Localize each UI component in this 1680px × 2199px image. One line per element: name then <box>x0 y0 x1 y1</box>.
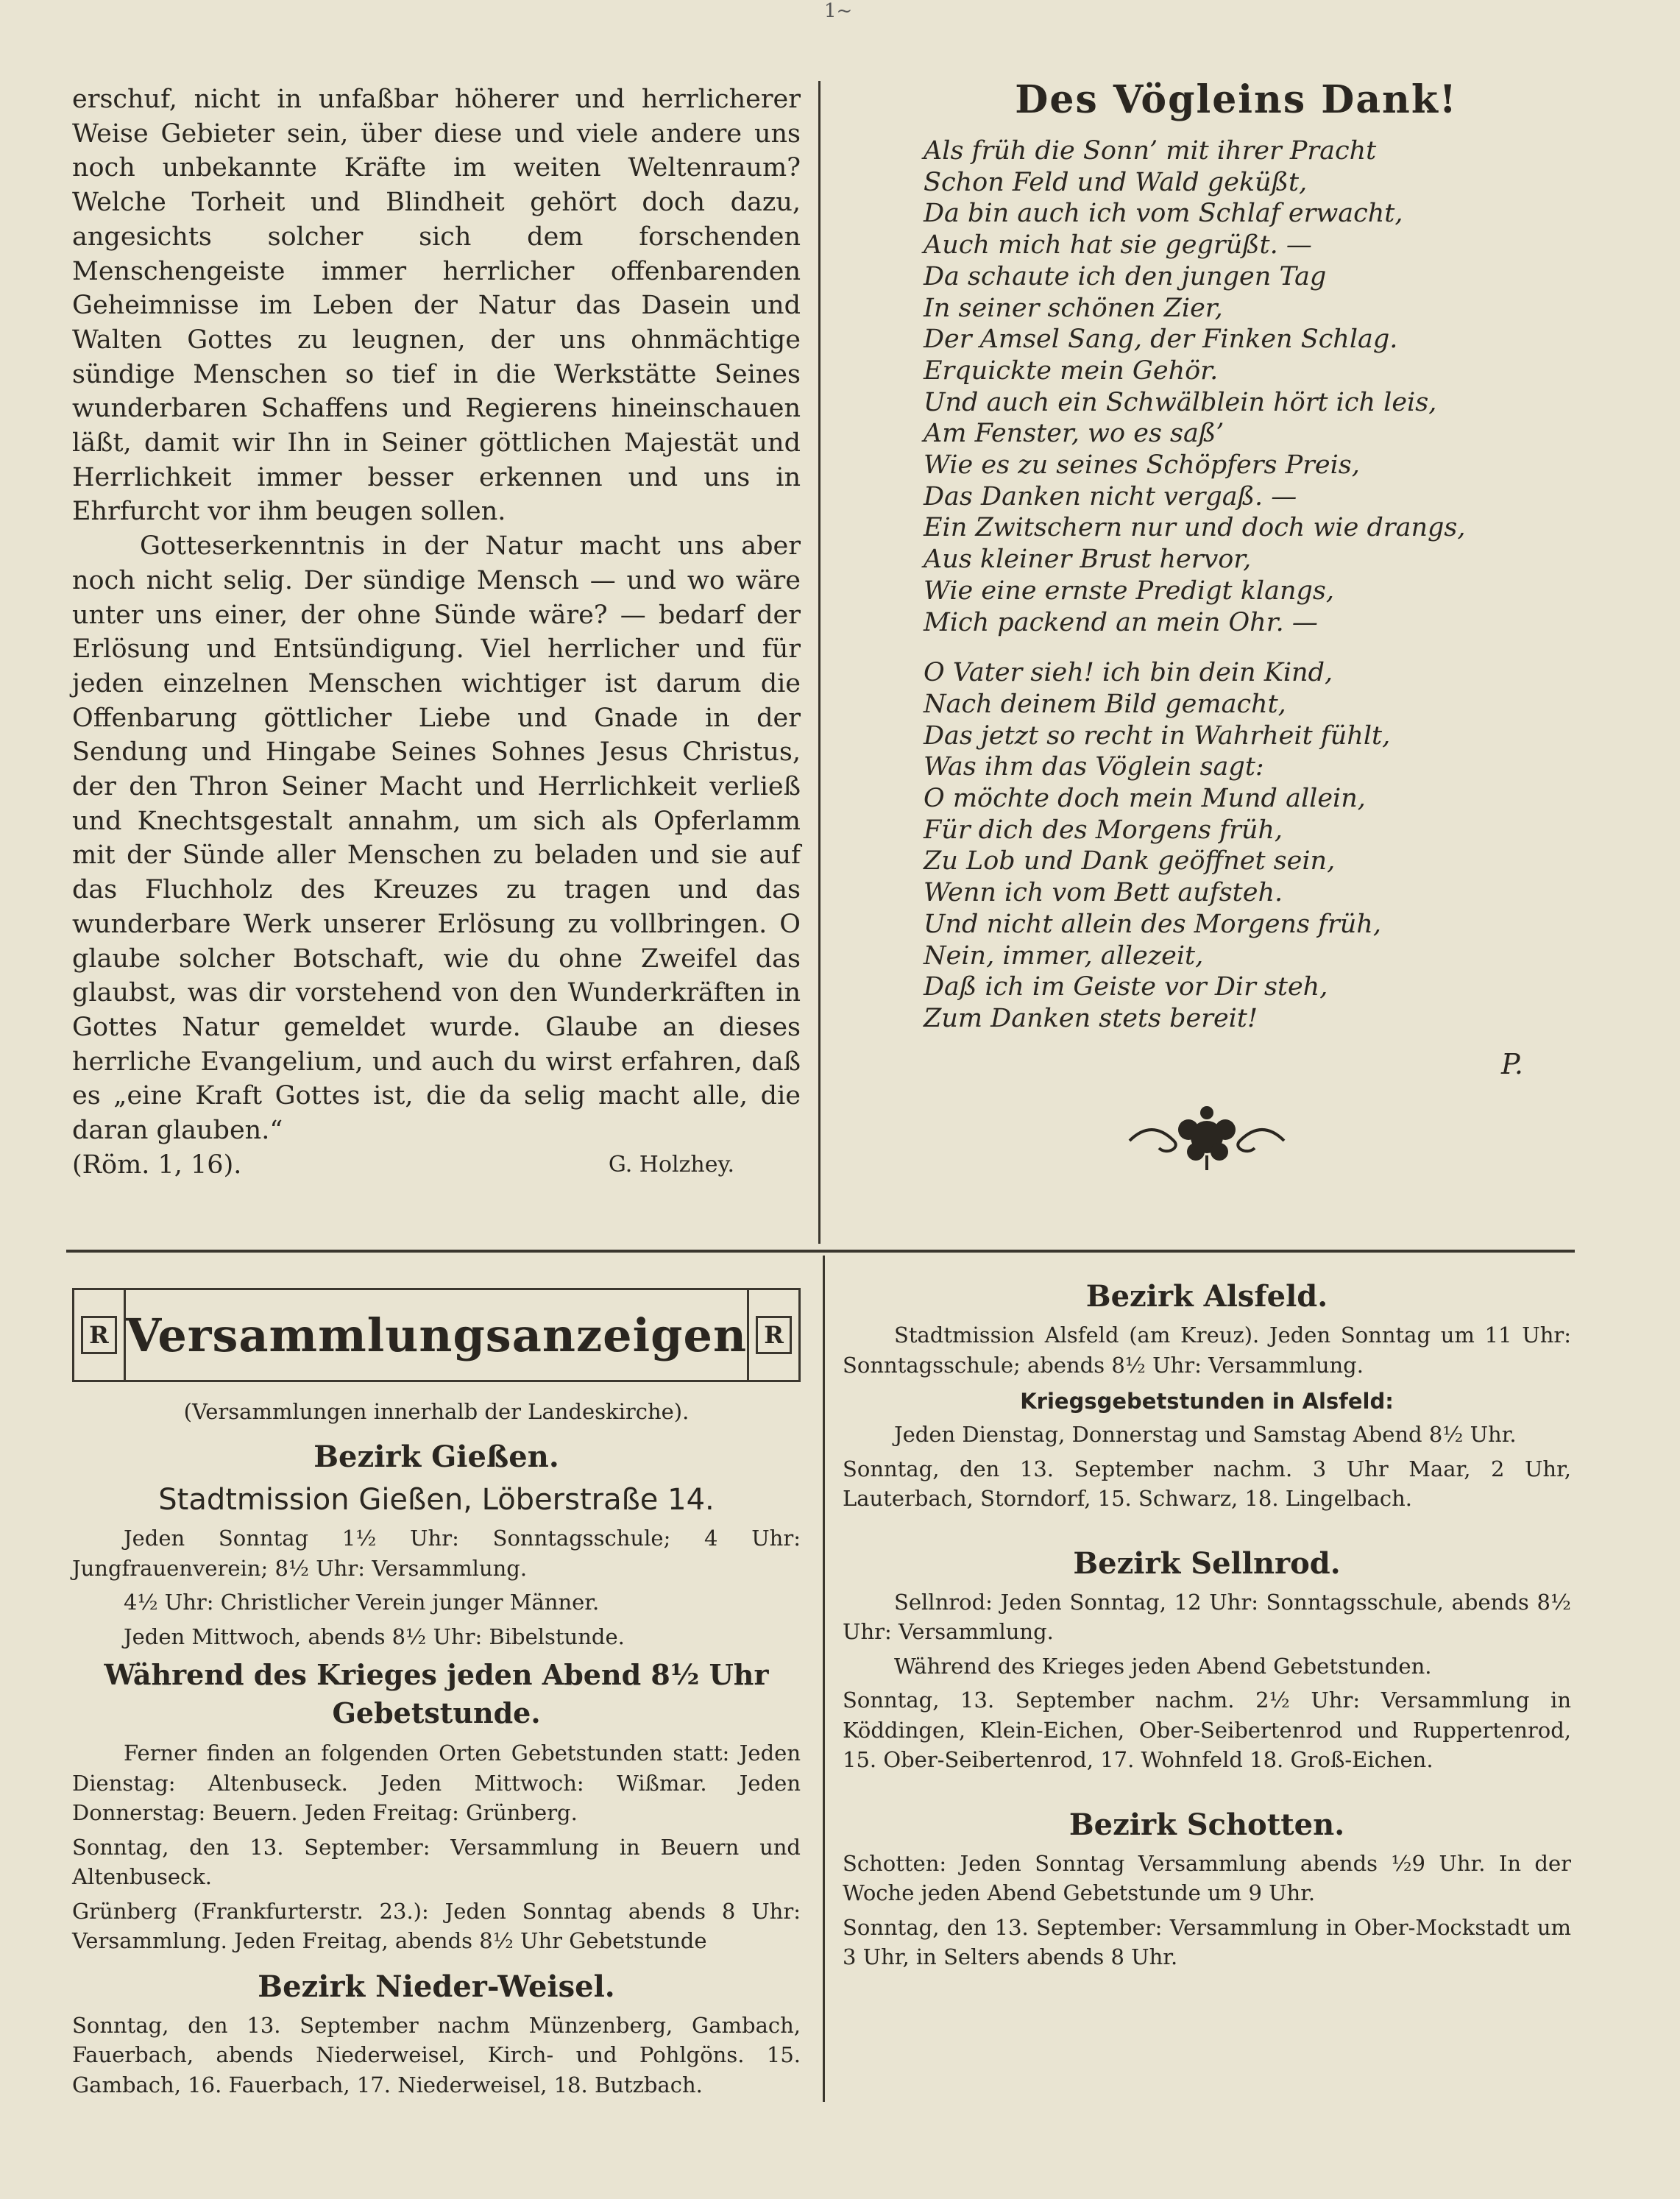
poem-line: Zum Danken stets bereit! <box>924 1003 1258 1033</box>
giessen-war-notice: Während des Krieges jeden Abend 8½ Uhr Gebetstunde. <box>104 1658 769 1729</box>
section-divider <box>66 1250 1575 1253</box>
poem-line: Das Danken nicht vergaß. — <box>924 481 1297 511</box>
announcement-item: Stadtmission Alsfeld (am Kreuz). Jeden Sonntag um 11 Uhr: Sonntagsschule; abends 8½ Uhr: Versammlung. <box>843 1322 1571 1378</box>
announcement-item: Jeden Mittwoch, abends 8½ Uhr: Bibelstunde. <box>124 1623 625 1649</box>
announcements-left-column <box>72 1288 801 2104</box>
poem-line: Nein, immer, allezeit, <box>924 941 1204 971</box>
poem-line: Am Fenster, wo es saß’ <box>924 419 1224 449</box>
poem-stanza-2 <box>846 657 1626 1034</box>
alsfeld-subheading: Kriegsgebetstunden in Alsfeld: <box>1020 1389 1394 1414</box>
article-citation: (Röm. 1, 16). <box>72 1150 242 1180</box>
poem-line: Aus kleiner Brust hervor, <box>924 545 1252 575</box>
banner-box-left <box>74 1290 126 1380</box>
column-divider-top <box>818 81 820 1244</box>
announcement-item: Sonntag, den 13. September nachm Münzenberg, Gambach, Fauerbach, abends Niederweisel, Kirch- und Pohlgöns. 15. Gambach, 16. Fauerbach, 17. Niederweisel, 18. Butzbach. <box>72 2012 801 2097</box>
column-divider-bottom <box>823 1256 825 2102</box>
announcements-banner <box>72 1288 801 1382</box>
banner-emblem-icon: R <box>81 1316 117 1354</box>
announcement-item: Grünberg (Frankfurterstr. 23.): Jeden Sonntag abends 8 Uhr: Versammlung. Jeden Freitag, abends 8½ Uhr Gebetstunde <box>72 1898 801 1953</box>
district-heading-giessen: Bezirk Gießen. <box>313 1440 559 1474</box>
poem-line: Da bin auch ich vom Schlaf erwacht, <box>924 199 1403 229</box>
poem-line: Erquickte mein Gehör. <box>924 355 1219 386</box>
poem-column <box>846 77 1626 1080</box>
poem-line: Das jetzt so recht in Wahrheit fühlt, <box>924 720 1391 751</box>
poem-line: Und nicht allein des Morgens früh, <box>924 909 1381 939</box>
poem-line: Da schaute ich den jungen Tag <box>924 261 1327 291</box>
poem-line: Mich packend an mein Ohr. — <box>924 607 1318 637</box>
district-heading-sellnrod: Bezirk Sellnrod. <box>1073 1545 1341 1581</box>
poem-line: Was ihm das Vöglein sagt: <box>924 752 1264 782</box>
announcement-item: 4½ Uhr: Christlicher Verein junger Männer. <box>124 1590 600 1615</box>
poem-line: Der Amsel Sang, der Finken Schlag. <box>924 325 1398 355</box>
announcement-item: Jeden Sonntag 1½ Uhr: Sonntagsschule; 4 Uhr: Jungfrauenverein; 8½ Uhr: Versammlung. <box>72 1526 801 1581</box>
poem-author: P. <box>1501 1047 1523 1080</box>
poem-stanza-1 <box>846 135 1626 638</box>
announcement-item: Jeden Dienstag, Donnerstag und Samstag Abend 8½ Uhr. <box>894 1422 1517 1447</box>
banner-box-right <box>747 1290 798 1380</box>
poem-line: O Vater sieh! ich bin dein Kind, <box>924 658 1333 688</box>
poem-line: Nach deinem Bild gemacht, <box>924 689 1286 719</box>
announcement-item: Sonntag, den 13. September nachm. 3 Uhr Maar, 2 Uhr, Lauterbach, Storndorf, 15. Schwarz, 18. Lingelbach. <box>843 1456 1571 1511</box>
poem-line: Für dich des Morgens früh, <box>924 815 1283 845</box>
poem-line: Wie es zu seines Schöpfers Preis, <box>924 450 1360 481</box>
announcement-item: Während des Krieges jeden Abend Gebetstunden. <box>894 1653 1432 1679</box>
article-signature <box>72 1148 801 1183</box>
poem-line: Zu Lob und Dank geöffnet sein, <box>924 846 1336 877</box>
announcements-right-column <box>843 1266 1571 1977</box>
article-column <box>72 82 801 1183</box>
floral-ornament-icon <box>1122 1097 1291 1178</box>
announcement-item: Sonntag, den 13. September: Versammlung in Beuern und Altenbuseck. <box>72 1834 801 1889</box>
page-mark: 1~ <box>824 0 853 22</box>
announcement-item: Sellnrod: Jeden Sonntag, 12 Uhr: Sonntagsschule, abends 8½ Uhr: Versammlung. <box>843 1589 1571 1644</box>
announcement-item: Ferner finden an folgenden Orten Gebetstunden statt: Jeden Dienstag: Altenbuseck. Jeden Mittwoch: Wißmar. Jeden Donnerstag: Beuern. Jeden Freitag: Grünberg. <box>72 1741 801 1825</box>
announcements-subtitle: (Versammlungen innerhalb der Landeskirche). <box>183 1399 690 1424</box>
poem-line: O möchte doch mein Mund allein, <box>924 784 1366 814</box>
poem-line: Ein Zwitschern nur und doch wie drangs, <box>924 513 1466 543</box>
announcement-item: Schotten: Jeden Sonntag Versammlung abends ½9 Uhr. In der Woche jeden Abend Gebetstunde um 9 Uhr. <box>843 1850 1571 1905</box>
poem-title: Des Vögleins Dank! <box>1015 77 1458 122</box>
poem-line: Auch mich hat sie gegrüßt. — <box>924 230 1312 261</box>
announcement-item: Sonntag, 13. September nachm. 2½ Uhr: Versammlung in Köddingen, Klein-Eichen, Ober-Seibertenrod und Ruppertenrod, 15. Ober-Seibertenrod, 17. Wohnfeld 18. Groß-Eichen. <box>843 1688 1571 1772</box>
district-heading-schotten: Bezirk Schotten. <box>1068 1807 1345 1842</box>
district-heading-alsfeld: Bezirk Alsfeld. <box>1085 1279 1328 1314</box>
district-heading-nieder-weisel: Bezirk Nieder-Weisel. <box>258 1969 615 2004</box>
article-paragraph-1: erschuf, nicht in unfaßbar höherer und herrlicherer Weise Gebieter sein, über diese und viele andere uns noch unbekannte Kräfte im weiten Weltenraum? Welche Torheit und Blindheit gehört doch dazu, angesichts solcher sich dem forschenden Menschengeiste immer herrlicher offenbarenden Geheimnisse im Leben der Natur das Dasein und Walten Gottes zu leugnen, der uns ohnmächtige sündige Menschen so tief in die Werkstätte Seines wunderbaren Schaffens und Regierens hineinschauen läßt, damit wir Ihn in Seiner göttlichen Majestät und Herrlichkeit immer besser erkennen und uns in Ehrfurcht vor ihm beugen sollen. <box>72 85 801 527</box>
banner-emblem-icon: R <box>756 1316 792 1354</box>
poem-line: Wie eine ernste Predigt klangs, <box>924 576 1335 606</box>
poem-line: Wenn ich vom Bett aufsteh. <box>924 878 1283 908</box>
banner-title: Versammlungsanzeigen <box>125 1308 748 1362</box>
poem-line: Und auch ein Schwälblein hört ich leis, <box>924 387 1437 417</box>
giessen-place: Stadtmission Gießen, Löberstraße 14. <box>158 1483 715 1517</box>
article-author: G. Holzhey. <box>608 1151 734 1178</box>
poem-line: Schon Feld und Wald geküßt, <box>924 167 1308 197</box>
poem-line: In seiner schönen Zier, <box>924 293 1223 323</box>
poem-line: Daß ich im Geiste vor Dir steh, <box>924 972 1328 1002</box>
article-paragraph-2: Gotteserkenntnis in der Natur macht uns aber noch nicht selig. Der sündige Mensch — und wo wäre unter uns einer, der ohne Sünde wäre? — bedarf der Erlösung und Entsündigung. Viel herrlicher und für jeden einzelnen Menschen wichtiger ist darum die Offenbarung göttlicher Liebe und Gnade in der Sendung und Hingabe Seines Sohnes Jesus Christus, der den Thron Seiner Macht und Herrlichkeit verließ und Knechtsgestalt annahm, um sich als Opferlamm mit der Sünde aller Menschen zu beladen und sie auf das Fluchholz des Kreuzes zu tragen und das wunderbare Werk unserer Erlösung zu vollbringen. O glaube solcher Botschaft, wie du ohne Zweifel das glaubst, was dir vorstehend von den Wunderkräften in Gottes Natur gemeldet wurde. Glaube an dieses herrliche Evangelium, und auch du wirst erfahren, daß es „eine Kraft Gottes ist, die da selig macht alle, die daran glauben.“ <box>72 531 801 1146</box>
announcement-item: Sonntag, den 13. September: Versammlung in Ober-Mockstadt um 3 Uhr, in Selters abends 8 Uhr. <box>843 1914 1571 1969</box>
poem-line: Als früh die Sonn’ mit ihrer Pracht <box>924 136 1377 166</box>
